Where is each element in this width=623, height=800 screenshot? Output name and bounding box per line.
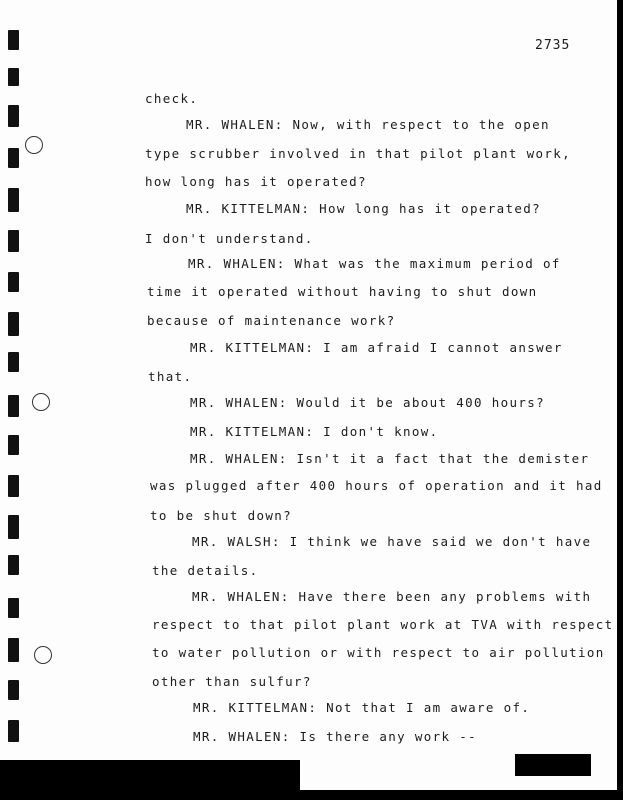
transcript-line: MR. WHALEN: Now, with respect to the open — [186, 117, 550, 132]
binder-edge-mark — [8, 680, 19, 700]
transcript-line: MR. WHALEN: What was the maximum period of — [188, 256, 561, 271]
scan-dark-band — [300, 790, 623, 800]
binder-edge-mark — [8, 638, 19, 662]
binder-edge-mark — [8, 272, 19, 292]
binder-edge-mark — [8, 230, 19, 252]
binder-edge-mark — [8, 515, 19, 539]
transcript-line: check. — [145, 91, 199, 106]
page-number: 2735 — [535, 38, 571, 53]
punch-hole — [34, 646, 52, 664]
binder-edge-mark — [8, 30, 19, 50]
binder-edge-mark — [8, 188, 19, 212]
binder-edge-mark — [8, 352, 19, 372]
binder-edge-mark — [8, 555, 19, 575]
transcript-line: I don't understand. — [145, 231, 314, 246]
transcript-line: was plugged after 400 hours of operation and it had — [150, 478, 603, 493]
transcript-line: MR. WALSH: I think we have said we don't have — [192, 534, 592, 549]
binder-edge-mark — [8, 598, 19, 618]
transcript-line: how long has it operated? — [145, 174, 367, 189]
transcript-line: MR. WHALEN: Isn't it a fact that the demister — [190, 451, 590, 466]
transcript-line: to be shut down? — [150, 508, 293, 523]
transcript-line: respect to that pilot plant work at TVA with respect — [152, 617, 614, 632]
binder-edge-mark — [8, 435, 19, 455]
transcript-line: MR. WHALEN: Is there any work -- — [193, 729, 478, 744]
scan-dark-band — [515, 754, 591, 776]
binder-edge-mark — [8, 312, 19, 336]
transcript-line: MR. KITTELMAN: How long has it operated? — [186, 201, 542, 216]
transcript-line: that. — [148, 369, 193, 384]
transcript-line: to water pollution or with respect to air pollution — [152, 645, 605, 660]
transcript-line: MR. KITTELMAN: I am afraid I cannot answer — [190, 340, 563, 355]
transcript-line: MR. KITTELMAN: Not that I am aware of. — [193, 700, 531, 715]
transcript-line: other than sulfur? — [152, 674, 312, 689]
transcript-line: type scrubber involved in that pilot plant work, — [145, 146, 572, 161]
transcript-line: time it operated without having to shut down — [147, 284, 538, 299]
transcript-line: the details. — [152, 563, 259, 578]
transcript-line: MR. KITTELMAN: I don't know. — [190, 424, 439, 439]
scan-dark-band — [0, 760, 300, 800]
binder-edge-mark — [8, 148, 19, 168]
binder-edge-mark — [8, 720, 19, 742]
transcript-line: MR. WHALEN: Have there been any problems with — [192, 589, 592, 604]
binder-edge-mark — [8, 68, 19, 86]
punch-hole — [32, 393, 50, 411]
scan-right-edge — [617, 0, 623, 800]
binder-edge-mark — [8, 105, 19, 127]
binder-edge-mark — [8, 475, 19, 497]
transcript-line: MR. WHALEN: Would it be about 400 hours? — [190, 395, 546, 410]
binder-edge-mark — [8, 395, 19, 417]
transcript-line: because of maintenance work? — [147, 313, 396, 328]
punch-hole — [25, 136, 43, 154]
